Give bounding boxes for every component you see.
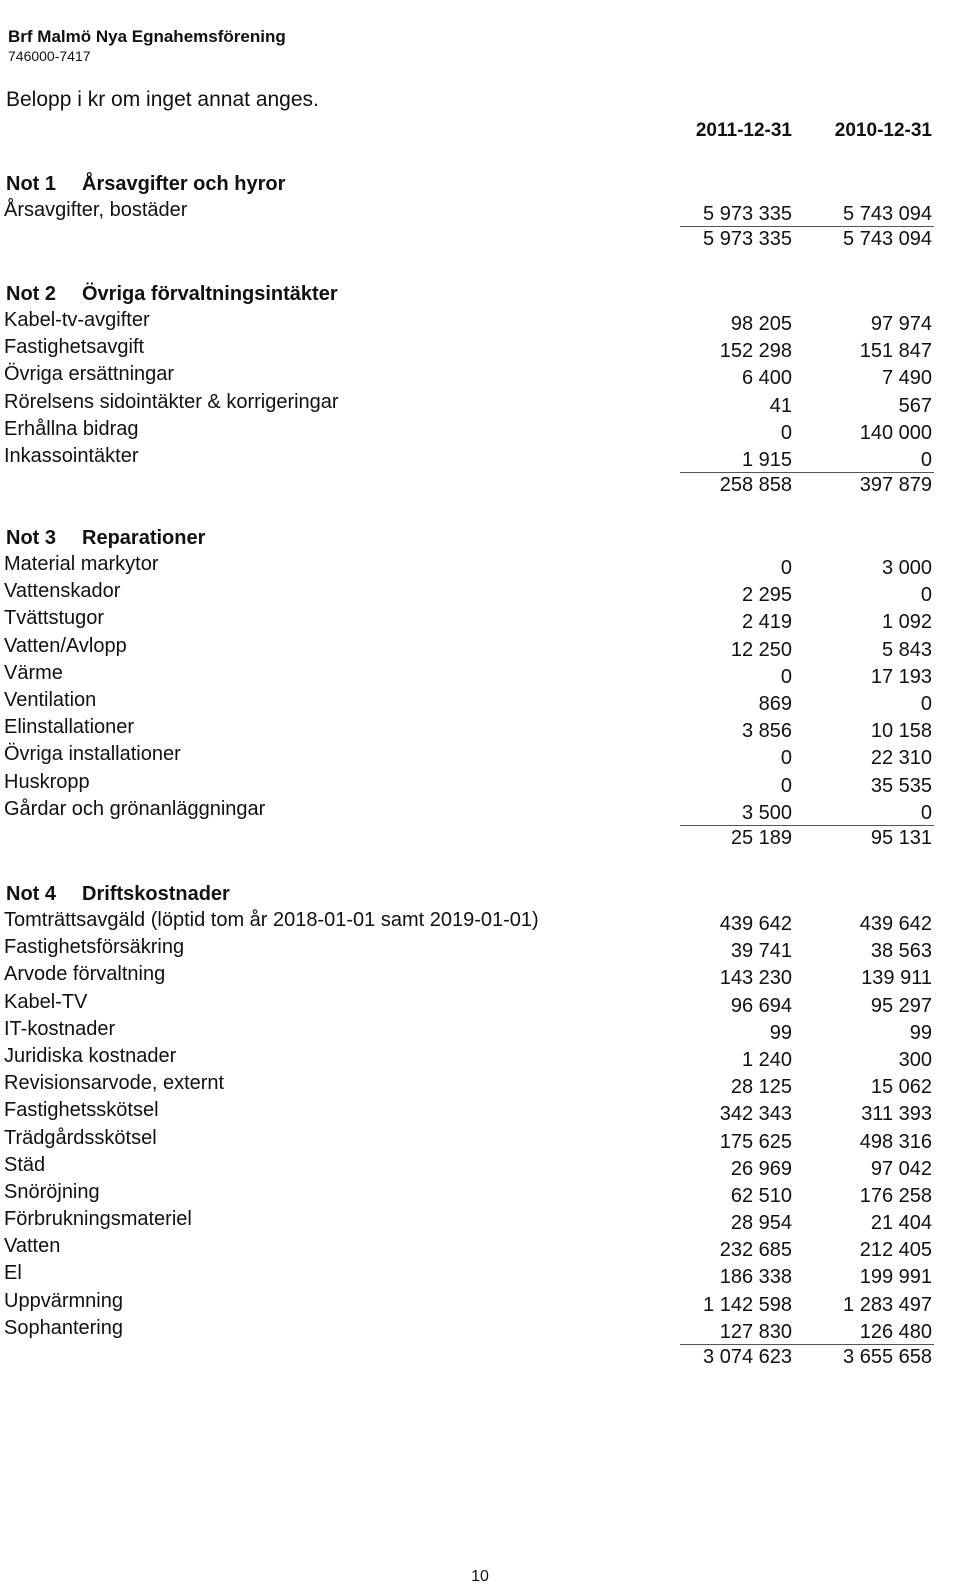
organization-name: Brf Malmö Nya Egnahemsförening [8,27,286,46]
value-2011: 143 230 [719,967,792,990]
row-label: Huskropp [4,770,90,793]
row-label: Tvättstugor [4,607,105,630]
row-label: Övriga installationer [4,743,181,766]
row-label: Fastighetsavgift [4,336,145,359]
note-row [0,363,960,390]
value-2010: 311 393 [861,1103,932,1126]
value-2011: 186 338 [719,1266,792,1289]
note-row [0,1154,960,1181]
total-2011: 25 189 [730,826,792,849]
note-heading [0,527,960,553]
value-2011: 439 642 [719,913,792,935]
note-section [0,527,960,852]
note-row [0,1208,960,1235]
note-number: Not 4 [6,883,56,905]
value-2011: 26 969 [730,1157,792,1180]
note-row [0,1045,960,1072]
note-heading [0,283,960,309]
note-total-row [0,825,960,852]
row-label: Årsavgifter, bostäder [4,199,188,221]
note-section [0,173,960,253]
row-label: Vatten [4,1235,61,1258]
value-2010: 38 563 [870,940,932,963]
value-2011: 342 343 [719,1103,792,1126]
value-2011: 5 973 335 [703,203,792,225]
row-label: Fastighetsskötsel [4,1099,159,1122]
value-2010: 139 911 [861,967,932,990]
row-label: Material markytor [4,553,159,575]
row-label: Kabel-TV [4,990,88,1013]
row-label: Ventilation [4,688,97,711]
value-2011: 99 [769,1021,792,1044]
value-2010: 95 297 [870,994,932,1017]
note-row [0,1072,960,1099]
note-row [0,1099,960,1126]
note-row [0,716,960,743]
value-2011: 3 500 [741,801,792,824]
value-2011: 1 142 598 [703,1293,792,1316]
note-row [0,635,960,662]
column-header-2011: 2011-12-31 [695,120,792,141]
total-2011: 3 074 623 [703,1346,792,1368]
note-row [0,909,960,936]
note-row [0,963,960,990]
note-row [0,991,960,1018]
row-label: Kabel-tv-avgifter [4,309,150,331]
value-2011: 98 205 [730,313,792,335]
row-label: Gårdar och grönanläggningar [4,797,266,820]
value-2011: 41 [769,394,792,417]
note-row [0,1127,960,1154]
value-2010: 99 [909,1021,932,1044]
note-row [0,309,960,336]
value-2010: 0 [920,801,932,824]
value-2011: 2 419 [741,611,792,634]
value-2010: 439 642 [859,913,932,935]
row-label: Elinstallationer [4,716,135,739]
row-label: IT-kostnader [4,1017,116,1040]
row-label: Förbrukningsmateriel [4,1208,192,1231]
value-2011: 1 240 [741,1048,792,1071]
total-2011: 258 858 [719,474,792,497]
value-2011: 28 954 [730,1212,792,1235]
note-number: Not 1 [6,173,56,195]
note-number: Not 2 [6,283,56,305]
value-2010: 140 000 [859,421,932,444]
note-row [0,936,960,963]
note-row [0,1262,960,1289]
note-heading [0,883,960,909]
note-row [0,1018,960,1045]
row-label: Erhållna bidrag [4,417,139,440]
page-number: 10 [471,1568,489,1585]
value-2011: 0 [780,557,792,579]
row-label: Uppvärmning [4,1289,123,1312]
row-label: Fastighetsförsäkring [4,936,185,959]
value-2011: 3 856 [741,720,792,743]
total-2010: 3 655 658 [843,1346,932,1368]
note-title: Driftskostnader [82,883,230,905]
value-2010: 3 000 [881,557,932,579]
note-row [0,336,960,363]
value-2010: 7 490 [881,367,932,390]
value-2010: 0 [920,584,932,607]
value-2011: 152 298 [719,340,792,363]
row-label: Rörelsens sidointäkter & korrigeringar [4,390,339,413]
value-2011: 12 250 [730,638,792,661]
total-2010: 397 879 [859,474,932,497]
value-2011: 0 [780,774,792,797]
note-row [0,391,960,418]
value-2010: 176 258 [859,1184,932,1207]
value-2011: 869 [758,692,792,715]
value-2010: 0 [920,448,932,471]
note-row [0,607,960,634]
value-2010: 567 [898,394,932,417]
note-row [0,199,960,226]
note-row [0,771,960,798]
row-label: Värme [4,661,63,684]
value-2010: 5 843 [881,638,932,661]
note-row [0,418,960,445]
row-label: Juridiska kostnader [4,1044,177,1067]
total-2011: 5 973 335 [703,228,792,251]
value-2010: 5 743 094 [843,203,932,225]
amount-note: Belopp i kr om inget annat anges. [6,88,319,111]
note-title: Övriga förvaltningsintäkter [82,283,338,305]
note-section [0,283,960,499]
row-label: Sophantering [4,1316,123,1339]
note-total-row [0,1344,960,1371]
note-row [0,445,960,472]
row-label: Revisionsarvode, externt [4,1072,225,1095]
row-label: El [4,1262,22,1285]
value-2011: 96 694 [730,994,792,1017]
note-row [0,662,960,689]
row-label: Övriga ersättningar [4,363,175,386]
row-label: Inkassointäkter [4,444,139,467]
row-label: Trädgårdsskötsel [4,1126,157,1149]
value-2010: 22 310 [870,747,932,770]
value-2011: 0 [780,665,792,688]
value-2010: 17 193 [870,665,932,688]
value-2011: 0 [780,421,792,444]
note-row [0,1235,960,1262]
note-heading [0,173,960,199]
note-row [0,798,960,825]
row-label: Tomträttsavgäld (löptid tom år 2018-01-01 samt 2019-01-01) [4,909,539,931]
value-2011: 0 [780,747,792,770]
value-2010: 15 062 [870,1076,932,1099]
total-2010: 5 743 094 [843,228,932,251]
note-row [0,1317,960,1344]
value-2010: 1 283 497 [843,1293,932,1316]
value-2011: 6 400 [741,367,792,390]
note-section [0,883,960,1371]
note-total-row [0,472,960,499]
value-2011: 232 685 [719,1239,792,1262]
note-row [0,553,960,580]
value-2010: 21 404 [870,1212,932,1235]
total-2010: 95 131 [870,826,932,849]
note-row [0,743,960,770]
note-row [0,580,960,607]
note-title: Reparationer [82,527,206,549]
value-2010: 0 [920,692,932,715]
value-2010: 498 316 [859,1130,932,1153]
value-2011: 62 510 [730,1184,792,1207]
value-2010: 97 042 [870,1157,932,1180]
value-2011: 1 915 [741,448,792,471]
note-title: Årsavgifter och hyror [82,173,286,195]
value-2010: 1 092 [881,611,932,634]
note-row [0,1181,960,1208]
value-2010: 300 [898,1048,932,1071]
row-label: Vattenskador [4,580,121,603]
value-2011: 28 125 [730,1076,792,1099]
row-label: Snöröjning [4,1180,100,1203]
value-2011: 39 741 [730,940,792,963]
note-row [0,689,960,716]
value-2011: 127 830 [719,1320,792,1343]
value-2010: 35 535 [870,774,932,797]
note-total-row [0,226,960,253]
value-2011: 2 295 [741,584,792,607]
value-2010: 199 991 [859,1266,932,1289]
note-row [0,1290,960,1317]
note-number: Not 3 [6,527,56,549]
row-label: Vatten/Avlopp [4,634,127,657]
value-2010: 126 480 [859,1320,932,1343]
organization-number: 746000-7417 [8,48,91,64]
column-header-2010: 2010-12-31 [834,120,932,141]
value-2010: 212 405 [859,1239,932,1262]
row-label: Städ [4,1153,46,1176]
value-2010: 151 847 [859,340,932,363]
value-2010: 97 974 [870,313,932,335]
value-2011: 175 625 [719,1130,792,1153]
value-2010: 10 158 [870,720,932,743]
row-label: Arvode förvaltning [4,963,166,986]
